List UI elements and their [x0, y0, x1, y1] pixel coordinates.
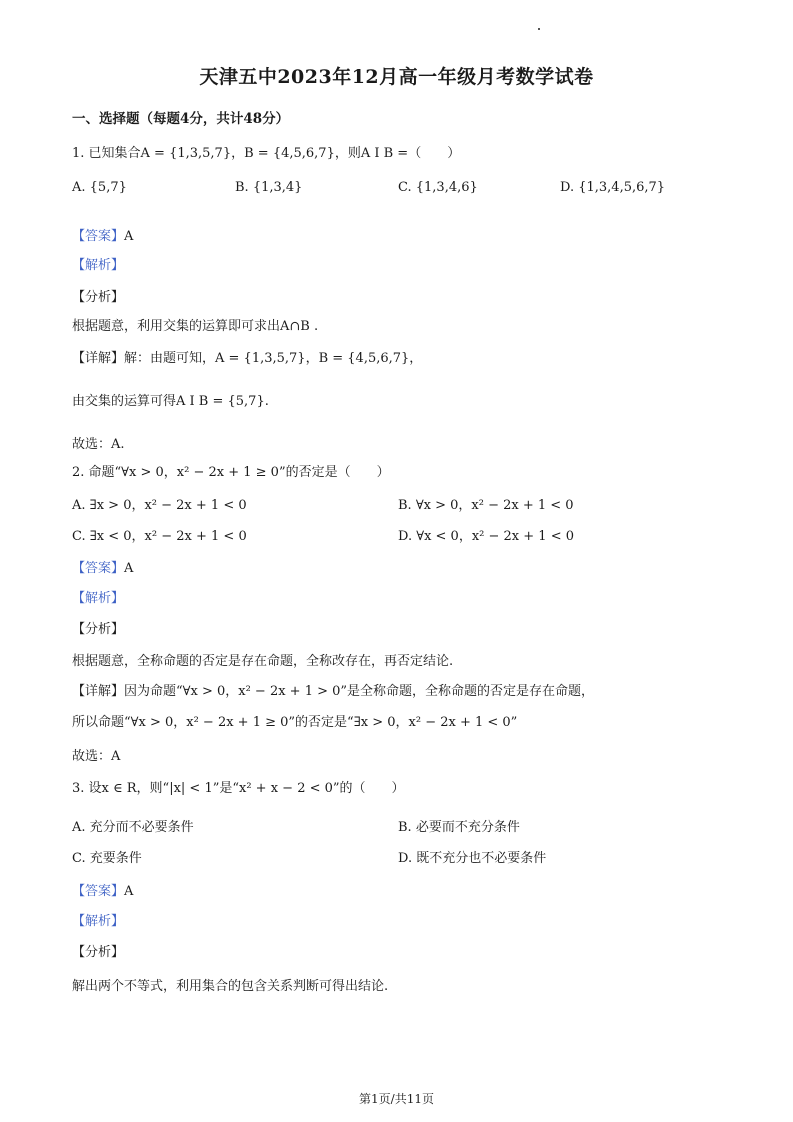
q1-fenxi-text: 根据题意，利用交集的运算即可求出A∩B . — [72, 319, 319, 334]
answer-value: A — [124, 884, 134, 899]
q1-option-b: B. {1,3,4} — [235, 180, 303, 195]
page-title: 天津五中2023年12月高一年级月考数学试卷 — [199, 66, 594, 88]
q2-option-d: D. ∀x < 0，x² − 2x + 1 < 0 — [398, 529, 574, 544]
q3-stem: 3. 设x ∈ R，则“|x| < 1”是“x² + x − 2 < 0”的（ ） — [72, 781, 405, 796]
q3-option-c: C. 充要条件 — [72, 851, 142, 866]
q3-answer — [72, 880, 133, 899]
q1-detail-2: 由交集的运算可得A I B = {5,7}. — [72, 394, 269, 409]
q3-option-b: B. 必要而不充分条件 — [398, 820, 520, 835]
answer-value: A — [124, 561, 134, 576]
q2-fenxi: 【分析】 — [72, 622, 125, 637]
q1-fenxi: 【分析】 — [72, 290, 125, 305]
q1-choose: 故选：A. — [72, 437, 125, 452]
q2-analysis-tag: 【解析】 — [72, 591, 125, 606]
section-heading: 一、选择题（每题4分，共计48分） — [72, 111, 290, 127]
q1-option-a: A. {5,7} — [72, 180, 127, 195]
q3-fenxi: 【分析】 — [72, 945, 125, 960]
q3-option-d: D. 既不充分也不必要条件 — [398, 851, 547, 866]
q1-option-d: D. {1,3,4,5,6,7} — [560, 180, 666, 195]
q2-option-b: B. ∀x > 0，x² − 2x + 1 < 0 — [398, 498, 574, 513]
page-footer: 第1页/共11页 — [359, 1092, 434, 1106]
answer-tag: 【答案】 — [72, 561, 125, 576]
q1-stem: 1. 已知集合A = {1,3,5,7}，B = {4,5,6,7}，则A I B =（ ） — [72, 146, 461, 161]
q3-option-a: A. 充分而不必要条件 — [72, 820, 194, 835]
scan-dot — [538, 28, 540, 30]
q2-option-c: C. ∃x < 0，x² − 2x + 1 < 0 — [72, 529, 247, 544]
q1-option-c: C. {1,3,4,6} — [398, 180, 478, 195]
q2-choose: 故选：A — [72, 749, 121, 764]
q2-stem: 2. 命题“∀x > 0，x² − 2x + 1 ≥ 0”的否定是（ ） — [72, 465, 390, 480]
q2-option-a: A. ∃x > 0，x² − 2x + 1 < 0 — [72, 498, 247, 513]
q3-analysis-tag: 【解析】 — [72, 914, 125, 929]
q2-detail-2: 所以命题“∀x > 0，x² − 2x + 1 ≥ 0”的否定是“∃x > 0，x² − 2x + 1 < 0” — [72, 715, 518, 730]
q1-analysis-tag: 【解析】 — [72, 258, 125, 273]
q2-detail: 【详解】因为命题“∀x > 0，x² − 2x + 1 > 0”是全称命题，全称命题的否定是存在命题， — [72, 684, 595, 699]
q2-fenxi-text: 根据题意，全称命题的否定是存在命题，全称改存在，再否定结论. — [72, 654, 454, 669]
answer-tag: 【答案】 — [72, 884, 125, 899]
q1-detail: 【详解】解：由题可知，A = {1,3,5,7}，B = {4,5,6,7}， — [72, 351, 423, 366]
q3-fenxi-text: 解出两个不等式，利用集合的包含关系判断可得出结论. — [72, 979, 389, 994]
answer-value: A — [124, 229, 134, 244]
q2-answer — [72, 557, 133, 576]
q1-answer — [72, 225, 133, 244]
answer-tag: 【答案】 — [72, 229, 125, 244]
